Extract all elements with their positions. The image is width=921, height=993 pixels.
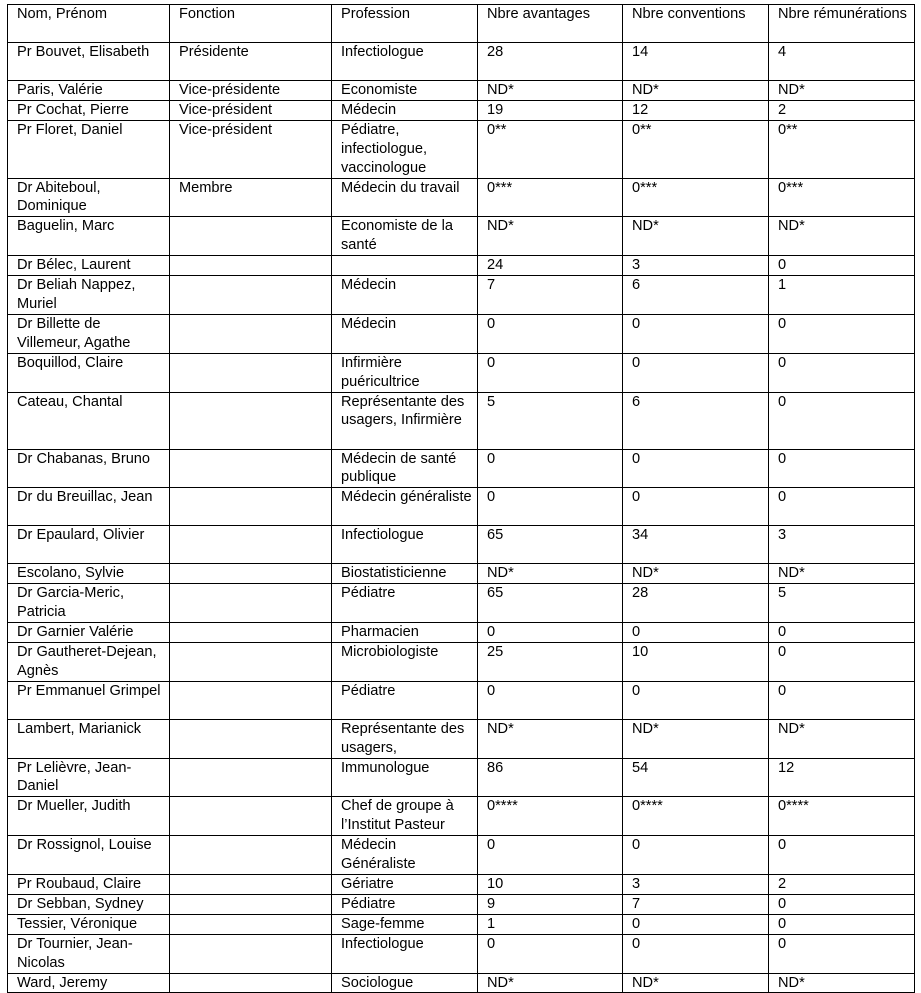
table-row: [8, 681, 915, 719]
cell-remunerations: 0: [769, 392, 915, 449]
cell-conventions: 0: [623, 623, 769, 643]
cell-avantages: 7: [478, 276, 623, 315]
cell-remunerations: 0: [769, 623, 915, 643]
cell-name: Boquillod, Claire: [8, 353, 170, 392]
cell-fonction: [170, 914, 332, 934]
table-row: [8, 526, 915, 564]
header-remunerations: Nbre rémunérations: [769, 5, 915, 43]
cell-conventions: 0: [623, 449, 769, 488]
cell-profession: Médecin du travail: [332, 178, 478, 217]
cell-profession: Médecin: [332, 100, 478, 120]
cell-conventions: 0****: [623, 797, 769, 836]
cell-profession: Economiste de la santé: [332, 217, 478, 256]
cell-fonction: [170, 623, 332, 643]
cell-fonction: Vice-président: [170, 100, 332, 120]
table-body: [8, 43, 915, 993]
cell-profession: Microbiologiste: [332, 642, 478, 681]
cell-conventions: 28: [623, 584, 769, 623]
cell-fonction: [170, 681, 332, 719]
cell-avantages: 5: [478, 392, 623, 449]
cell-fonction: [170, 276, 332, 315]
cell-avantages: 24: [478, 256, 623, 276]
table-row: [8, 120, 915, 178]
cell-avantages: 10: [478, 875, 623, 895]
cell-fonction: [170, 449, 332, 488]
table-row: [8, 894, 915, 914]
header-profession: Profession: [332, 5, 478, 43]
cell-profession: Représentante des usagers, Infirmière: [332, 392, 478, 449]
cell-conventions: 6: [623, 392, 769, 449]
cell-profession: Infectiologue: [332, 43, 478, 81]
cell-avantages: 28: [478, 43, 623, 81]
cell-fonction: Membre: [170, 178, 332, 217]
cell-name: Dr Billette de Villemeur, Agathe: [8, 314, 170, 353]
cell-conventions: 3: [623, 875, 769, 895]
cell-fonction: [170, 256, 332, 276]
table-row: [8, 797, 915, 836]
cell-profession: Sage-femme: [332, 914, 478, 934]
table-row: [8, 934, 915, 973]
cell-name: Pr Cochat, Pierre: [8, 100, 170, 120]
cell-remunerations: 0: [769, 353, 915, 392]
cell-remunerations: 5: [769, 584, 915, 623]
cell-remunerations: 0: [769, 934, 915, 973]
table-row: [8, 973, 915, 993]
cell-name: Cateau, Chantal: [8, 392, 170, 449]
cell-remunerations: ND*: [769, 719, 915, 758]
cell-name: Pr Lelièvre, Jean-Daniel: [8, 758, 170, 797]
cell-fonction: [170, 758, 332, 797]
cell-profession: Pédiatre: [332, 894, 478, 914]
cell-remunerations: 1: [769, 276, 915, 315]
cell-name: Dr Abiteboul, Dominique: [8, 178, 170, 217]
cell-name: Tessier, Véronique: [8, 914, 170, 934]
cell-fonction: [170, 526, 332, 564]
cell-fonction: Vice-présidente: [170, 81, 332, 101]
cell-remunerations: 2: [769, 875, 915, 895]
cell-remunerations: 0***: [769, 178, 915, 217]
cell-profession: Immunologue: [332, 758, 478, 797]
cell-name: Paris, Valérie: [8, 81, 170, 101]
cell-fonction: [170, 488, 332, 526]
table-row: [8, 642, 915, 681]
table-row: [8, 81, 915, 101]
cell-profession: [332, 256, 478, 276]
cell-remunerations: 3: [769, 526, 915, 564]
cell-fonction: Vice-président: [170, 120, 332, 178]
cell-remunerations: 2: [769, 100, 915, 120]
table-row: [8, 178, 915, 217]
cell-conventions: 0**: [623, 120, 769, 178]
cell-avantages: ND*: [478, 719, 623, 758]
cell-profession: Economiste: [332, 81, 478, 101]
cell-name: Dr Chabanas, Bruno: [8, 449, 170, 488]
cell-profession: Médecin Généraliste: [332, 836, 478, 875]
cell-fonction: Présidente: [170, 43, 332, 81]
cell-fonction: [170, 719, 332, 758]
table-row: [8, 758, 915, 797]
cell-fonction: [170, 217, 332, 256]
cell-remunerations: 0**: [769, 120, 915, 178]
cell-name: Baguelin, Marc: [8, 217, 170, 256]
cell-remunerations: 0: [769, 681, 915, 719]
table-row: [8, 488, 915, 526]
cell-avantages: ND*: [478, 217, 623, 256]
cell-profession: Infectiologue: [332, 934, 478, 973]
cell-conventions: 0: [623, 934, 769, 973]
cell-avantages: ND*: [478, 564, 623, 584]
cell-conventions: 10: [623, 642, 769, 681]
cell-fonction: [170, 584, 332, 623]
header-nom: Nom, Prénom: [8, 5, 170, 43]
cell-profession: Sociologue: [332, 973, 478, 993]
table-row: [8, 623, 915, 643]
cell-name: Dr Gautheret-Dejean, Agnès: [8, 642, 170, 681]
cell-fonction: [170, 392, 332, 449]
cell-conventions: 0: [623, 353, 769, 392]
cell-profession: Pédiatre: [332, 584, 478, 623]
header-conventions: Nbre conventions: [623, 5, 769, 43]
cell-name: Dr Tournier, Jean-Nicolas: [8, 934, 170, 973]
cell-avantages: 0: [478, 623, 623, 643]
cell-name: Dr Sebban, Sydney: [8, 894, 170, 914]
cell-profession: Pédiatre, infectiologue, vaccinologue: [332, 120, 478, 178]
cell-conventions: 14: [623, 43, 769, 81]
table-row: [8, 392, 915, 449]
cell-avantages: 19: [478, 100, 623, 120]
cell-avantages: 0: [478, 681, 623, 719]
cell-name: Dr du Breuillac, Jean: [8, 488, 170, 526]
cell-name: Ward, Jeremy: [8, 973, 170, 993]
cell-remunerations: 0****: [769, 797, 915, 836]
cell-name: Dr Garcia-Meric, Patricia: [8, 584, 170, 623]
cell-name: Dr Rossignol, Louise: [8, 836, 170, 875]
cell-avantages: 0****: [478, 797, 623, 836]
header-fonction: Fonction: [170, 5, 332, 43]
cell-profession: Biostatisticienne: [332, 564, 478, 584]
cell-conventions: ND*: [623, 973, 769, 993]
table-row: [8, 564, 915, 584]
cell-profession: Chef de groupe à l’Institut Pasteur: [332, 797, 478, 836]
cell-conventions: 7: [623, 894, 769, 914]
cell-name: Dr Bélec, Laurent: [8, 256, 170, 276]
cell-fonction: [170, 973, 332, 993]
header-row: [8, 5, 915, 43]
cell-conventions: 12: [623, 100, 769, 120]
cell-avantages: 0: [478, 934, 623, 973]
cell-fonction: [170, 836, 332, 875]
cell-conventions: 0: [623, 488, 769, 526]
cell-fonction: [170, 353, 332, 392]
cell-conventions: 34: [623, 526, 769, 564]
cell-profession: Représentante des usagers,: [332, 719, 478, 758]
cell-profession: Médecin de santé publique: [332, 449, 478, 488]
cell-name: Pr Bouvet, Elisabeth: [8, 43, 170, 81]
cell-name: Lambert, Marianick: [8, 719, 170, 758]
cell-remunerations: ND*: [769, 973, 915, 993]
cell-fonction: [170, 314, 332, 353]
table-row: [8, 719, 915, 758]
cell-conventions: ND*: [623, 719, 769, 758]
header-avantages: Nbre avantages: [478, 5, 623, 43]
table-row: [8, 100, 915, 120]
cell-remunerations: 0: [769, 836, 915, 875]
cell-name: Dr Garnier Valérie: [8, 623, 170, 643]
cell-conventions: 54: [623, 758, 769, 797]
cell-profession: Pharmacien: [332, 623, 478, 643]
cell-remunerations: ND*: [769, 564, 915, 584]
cell-name: Pr Emmanuel Grimpel: [8, 681, 170, 719]
cell-remunerations: 0: [769, 914, 915, 934]
cell-avantages: 0: [478, 836, 623, 875]
cell-avantages: 1: [478, 914, 623, 934]
cell-remunerations: ND*: [769, 217, 915, 256]
cell-fonction: [170, 642, 332, 681]
cell-conventions: 0: [623, 914, 769, 934]
declarations-table: [7, 4, 915, 993]
cell-remunerations: 0: [769, 894, 915, 914]
cell-remunerations: 0: [769, 314, 915, 353]
cell-avantages: 0: [478, 449, 623, 488]
table-row: [8, 875, 915, 895]
cell-fonction: [170, 934, 332, 973]
table-row: [8, 914, 915, 934]
cell-profession: Gériatre: [332, 875, 478, 895]
cell-name: Pr Floret, Daniel: [8, 120, 170, 178]
cell-name: Dr Epaulard, Olivier: [8, 526, 170, 564]
cell-profession: Médecin généraliste: [332, 488, 478, 526]
table-row: [8, 314, 915, 353]
cell-avantages: 0: [478, 314, 623, 353]
cell-avantages: 65: [478, 526, 623, 564]
table-row: [8, 449, 915, 488]
cell-profession: Médecin: [332, 276, 478, 315]
cell-name: Dr Mueller, Judith: [8, 797, 170, 836]
cell-remunerations: ND*: [769, 81, 915, 101]
table-row: [8, 353, 915, 392]
cell-conventions: 0: [623, 836, 769, 875]
cell-remunerations: 0: [769, 256, 915, 276]
cell-fonction: [170, 797, 332, 836]
cell-profession: Infirmière puéricultrice: [332, 353, 478, 392]
table-row: [8, 256, 915, 276]
cell-profession: Médecin: [332, 314, 478, 353]
table-row: [8, 836, 915, 875]
table-row: [8, 43, 915, 81]
cell-profession: Infectiologue: [332, 526, 478, 564]
cell-avantages: 0**: [478, 120, 623, 178]
cell-avantages: 0: [478, 353, 623, 392]
cell-conventions: ND*: [623, 217, 769, 256]
table-row: [8, 584, 915, 623]
cell-conventions: 0: [623, 314, 769, 353]
cell-avantages: 9: [478, 894, 623, 914]
cell-avantages: 0: [478, 488, 623, 526]
table-row: [8, 276, 915, 315]
table-row: [8, 217, 915, 256]
cell-conventions: ND*: [623, 564, 769, 584]
cell-avantages: 25: [478, 642, 623, 681]
cell-avantages: ND*: [478, 973, 623, 993]
cell-remunerations: 0: [769, 449, 915, 488]
cell-avantages: 65: [478, 584, 623, 623]
cell-avantages: ND*: [478, 81, 623, 101]
cell-fonction: [170, 894, 332, 914]
cell-conventions: ND*: [623, 81, 769, 101]
cell-name: Escolano, Sylvie: [8, 564, 170, 584]
cell-remunerations: 0: [769, 642, 915, 681]
cell-profession: Pédiatre: [332, 681, 478, 719]
cell-name: Dr Beliah Nappez, Muriel: [8, 276, 170, 315]
cell-conventions: 6: [623, 276, 769, 315]
cell-conventions: 0***: [623, 178, 769, 217]
cell-name: Pr Roubaud, Claire: [8, 875, 170, 895]
cell-remunerations: 4: [769, 43, 915, 81]
cell-conventions: 0: [623, 681, 769, 719]
cell-remunerations: 0: [769, 488, 915, 526]
cell-avantages: 0***: [478, 178, 623, 217]
cell-fonction: [170, 564, 332, 584]
cell-conventions: 3: [623, 256, 769, 276]
cell-avantages: 86: [478, 758, 623, 797]
cell-remunerations: 12: [769, 758, 915, 797]
cell-fonction: [170, 875, 332, 895]
